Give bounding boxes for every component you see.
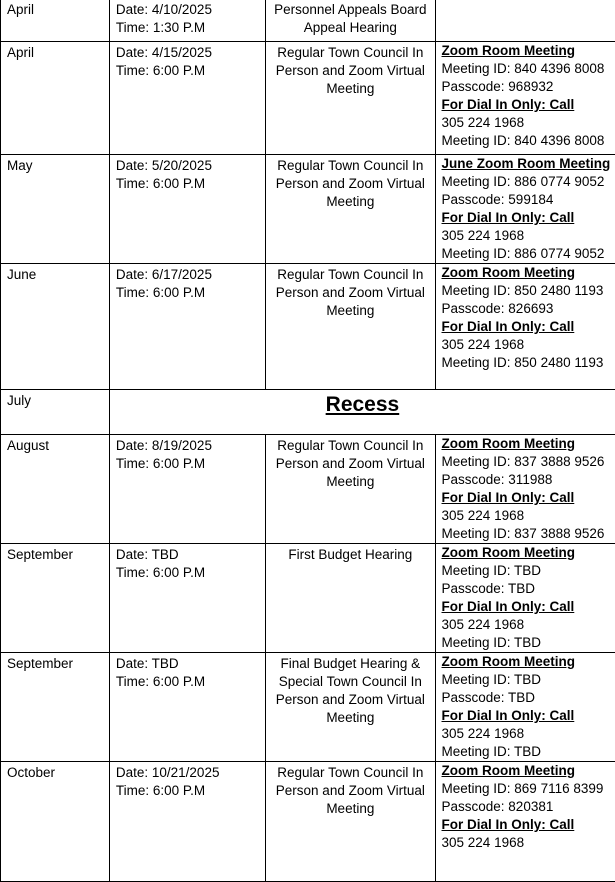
zoom-detail: 305 224 1968 — [442, 834, 611, 852]
table-row — [1, 762, 615, 882]
schedule-body — [1, 0, 615, 882]
table-row — [1, 264, 615, 390]
month-cell: September — [1, 544, 110, 653]
zoom-detail: Meeting ID: 886 0774 9052 — [442, 245, 611, 263]
zoom-detail: Meeting ID: TBD — [442, 671, 611, 689]
zoom-detail: Meeting ID: 837 3888 9526 — [442, 525, 611, 543]
date-time-cell — [109, 42, 265, 155]
zoom-detail: Passcode: 968932 — [442, 78, 611, 96]
event-cell: Regular Town Council In Person and Zoom Virtual Meeting — [266, 435, 435, 544]
month-cell: May — [1, 155, 110, 264]
zoom-heading: June Zoom Room Meeting — [442, 155, 611, 173]
event-cell: Regular Town Council In Person and Zoom Virtual Meeting — [266, 155, 435, 264]
zoom-heading: Zoom Room Meeting — [442, 435, 611, 453]
zoom-heading: For Dial In Only: Call — [442, 598, 611, 616]
zoom-detail: 305 224 1968 — [442, 507, 611, 525]
table-row — [1, 42, 615, 155]
zoom-heading: For Dial In Only: Call — [442, 318, 611, 336]
zoom-detail: Meeting ID: 886 0774 9052 — [442, 173, 611, 191]
zoom-detail: Passcode: 820381 — [442, 798, 611, 816]
table-row — [1, 435, 615, 544]
zoom-detail: 305 224 1968 — [442, 336, 611, 354]
time-text: Time: 1:30 P.M — [116, 19, 259, 37]
month-cell: September — [1, 653, 110, 762]
zoom-heading: For Dial In Only: Call — [442, 209, 611, 227]
zoom-info-cell — [435, 0, 615, 42]
zoom-heading: Zoom Room Meeting — [442, 544, 611, 562]
zoom-heading: Zoom Room Meeting — [442, 762, 611, 780]
date-time-cell — [109, 155, 265, 264]
zoom-detail: Meeting ID: TBD — [442, 562, 611, 580]
zoom-detail: Passcode: 826693 — [442, 300, 611, 318]
date-text: Date: 4/15/2025 — [116, 44, 259, 62]
month-cell: April — [1, 42, 110, 155]
table-row — [1, 544, 615, 653]
zoom-info-cell — [435, 42, 615, 155]
date-text: Date: 10/21/2025 — [116, 764, 259, 782]
month-cell: August — [1, 435, 110, 544]
zoom-detail: Meeting ID: 840 4396 8008 — [442, 60, 611, 78]
date-text: Date: TBD — [116, 546, 259, 564]
month-cell: April — [1, 0, 110, 42]
event-cell: First Budget Hearing — [266, 544, 435, 653]
zoom-detail: Passcode: TBD — [442, 580, 611, 598]
zoom-detail: Meeting ID: 850 2480 1193 — [442, 354, 611, 372]
time-text: Time: 6:00 P.M — [116, 455, 259, 473]
month-cell: July — [1, 390, 110, 435]
time-text: Time: 6:00 P.M — [116, 62, 259, 80]
zoom-detail: 305 224 1968 — [442, 725, 611, 743]
zoom-heading: For Dial In Only: Call — [442, 707, 611, 725]
zoom-detail: Meeting ID: 850 2480 1193 — [442, 282, 611, 300]
date-text: Date: 5/20/2025 — [116, 157, 259, 175]
zoom-detail: Meeting ID: 837 3888 9526 — [442, 453, 611, 471]
date-time-cell — [109, 762, 265, 882]
zoom-detail: Passcode: TBD — [442, 689, 611, 707]
zoom-detail: Meeting ID: TBD — [442, 743, 611, 761]
recess-cell: Recess — [109, 390, 615, 435]
event-cell: Final Budget Hearing & Special Town Council In Person and Zoom Virtual Meeting — [266, 653, 435, 762]
date-time-cell — [109, 544, 265, 653]
date-text: Date: 8/19/2025 — [116, 437, 259, 455]
zoom-heading: Zoom Room Meeting — [442, 42, 611, 60]
table-row — [1, 390, 615, 435]
event-cell: Regular Town Council In Person and Zoom Virtual Meeting — [266, 264, 435, 390]
time-text: Time: 6:00 P.M — [116, 284, 259, 302]
month-cell: October — [1, 762, 110, 882]
event-cell: Personnel Appeals Board Appeal Hearing — [266, 0, 435, 42]
date-time-cell — [109, 435, 265, 544]
zoom-heading: For Dial In Only: Call — [442, 816, 611, 834]
date-text: Date: 6/17/2025 — [116, 266, 259, 284]
zoom-heading: For Dial In Only: Call — [442, 489, 611, 507]
table-row — [1, 155, 615, 264]
zoom-info-cell — [435, 264, 615, 390]
zoom-detail: Passcode: 311988 — [442, 471, 611, 489]
event-cell: Regular Town Council In Person and Zoom Virtual Meeting — [266, 42, 435, 155]
time-text: Time: 6:00 P.M — [116, 782, 259, 800]
zoom-detail: Meeting ID: 869 7116 8399 — [442, 780, 611, 798]
time-text: Time: 6:00 P.M — [116, 175, 259, 193]
zoom-heading: Zoom Room Meeting — [442, 264, 611, 282]
zoom-detail: Meeting ID: 840 4396 8008 — [442, 132, 611, 150]
table-row — [1, 0, 615, 42]
zoom-detail: Passcode: 599184 — [442, 191, 611, 209]
zoom-heading: Zoom Room Meeting — [442, 653, 611, 671]
time-text: Time: 6:00 P.M — [116, 564, 259, 582]
zoom-heading: For Dial In Only: Call — [442, 96, 611, 114]
date-text: Date: 4/10/2025 — [116, 1, 259, 19]
zoom-detail: 305 224 1968 — [442, 114, 611, 132]
zoom-info-cell — [435, 435, 615, 544]
date-time-cell — [109, 264, 265, 390]
event-cell: Regular Town Council In Person and Zoom Virtual Meeting — [266, 762, 435, 882]
month-cell: June — [1, 264, 110, 390]
table-row — [1, 653, 615, 762]
zoom-detail: Meeting ID: TBD — [442, 634, 611, 652]
zoom-detail: 305 224 1968 — [442, 227, 611, 245]
date-time-cell — [109, 653, 265, 762]
zoom-detail: 305 224 1968 — [442, 616, 611, 634]
time-text: Time: 6:00 P.M — [116, 673, 259, 691]
zoom-info-cell — [435, 653, 615, 762]
zoom-info-cell — [435, 155, 615, 264]
date-time-cell — [109, 0, 265, 42]
zoom-info-cell — [435, 544, 615, 653]
date-text: Date: TBD — [116, 655, 259, 673]
zoom-info-cell — [435, 762, 615, 882]
